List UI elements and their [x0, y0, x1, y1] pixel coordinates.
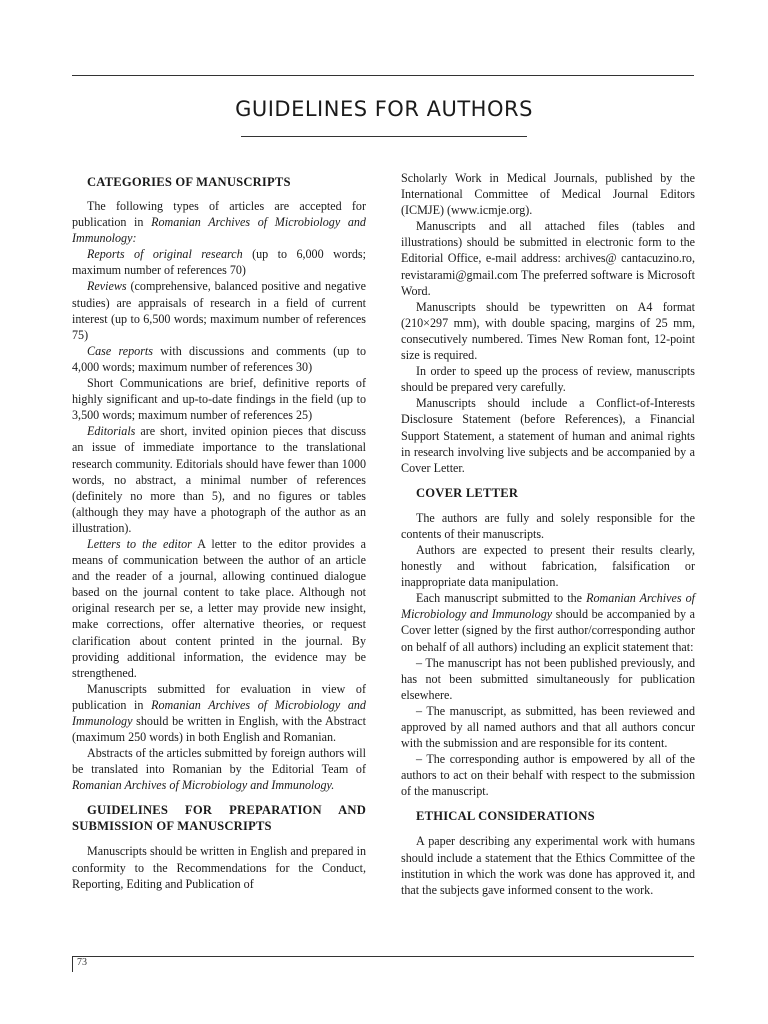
text: should be accompanied by a Cover letter (signed by the first author/corresponding author on behalf of all authors) including an explicit statement that:: [401, 607, 695, 654]
term: Reports of original research: [87, 247, 243, 262]
heading-cover-letter: COVER LETTER: [416, 485, 519, 500]
paragraph-preparation: Manuscripts should be written in English and prepared in conformity to the Recommendations for the Conduct, Reporting, Editing and Publication of: [72, 844, 366, 891]
paragraph-intro: [72, 198, 366, 246]
bottom-rule: [72, 956, 694, 957]
paragraph-icmje: Scholarly Work in Medical Journals, published by the International Committee of Medical Journal Editors (ICMJE) (www.icmje.org).: [401, 171, 695, 218]
heading-guidelines-preparation: GUIDELINES FOR PREPARATION AND SUBMISSION OF MANUSCRIPTS: [72, 803, 366, 834]
paragraph-manuscripts-submitted: [72, 681, 366, 745]
paragraph-honesty: Authors are expected to present their results clearly, honestly and without fabrication, falsification or inappropriate data manipulation.: [401, 542, 695, 590]
term: Reviews: [87, 279, 127, 294]
statement-not-published: – The manuscript has not been published previously, and has not been submitted simultaneously for publication elsewhere.: [401, 655, 695, 702]
term: Editorials: [87, 424, 136, 439]
statement-approved: – The manuscript, as submitted, has been reviewed and approved by all named authors and that all authors concur with the submission and are responsible for its content.: [401, 703, 695, 751]
paragraph-reviews: [72, 278, 366, 342]
paragraph-electronic-submission: Manuscripts and all attached files (tables and illustrations) should be submitted in electronic form to the Editorial Office, e-mail address: archives@ cantacuzino.ro, revistarami@gmail.com The preferred software is Microsoft Word.: [401, 219, 695, 298]
text: with discussions and comments (up to 4,000 words; maximum number of references 30): [72, 343, 366, 374]
left-column: [72, 172, 366, 892]
term: Letters to the editor: [87, 536, 192, 551]
text: (up to 6,000 words; maximum number of references 70): [72, 247, 366, 278]
journal-name: Romanian Archives of Microbiology and Immunology.: [72, 778, 335, 793]
text: should be written in English, with the Abstract (maximum 250 words) in both English and Romanian.: [72, 714, 366, 745]
heading-ethical: ETHICAL CONSIDERATIONS: [416, 809, 595, 824]
paragraph-case-reports: [72, 343, 366, 375]
text: Each manuscript submitted to the: [416, 591, 587, 606]
paragraph-original-research: [72, 246, 366, 278]
right-column: [401, 170, 695, 898]
statement-corresponding-author: – The corresponding author is empowered by all of the authors to act on their behalf with respect to the submission of the manuscript.: [401, 752, 695, 799]
journal-name: Romanian Archives of Microbiology and Immunology: [72, 697, 366, 728]
paragraph-abstracts: [72, 745, 366, 793]
text: A letter to the editor provides a means of communication between the author of an article and the reader of a journal, allowing continued dialogue based on the journal content to take place. Although not original research per se, a letter may provide new insight, make corrections, offer alternative theories, or request clarification about content printed in the journal. By providing additional information, the evidence may be strengthened.: [72, 536, 366, 680]
paragraph-review-speed: In order to speed up the process of review, manuscripts should be prepared very carefully.: [401, 364, 695, 395]
paragraph-cover-letter: [401, 590, 695, 654]
text: are short, invited opinion pieces that discuss an issue of immediate importance to the translational research community. Editorials should have fewer than 1000 words, no abstract, a minimal number of references (definitely no more than 5), and no figures or tables (although they may have a photograph of the author as an illustration).: [72, 424, 366, 535]
top-rule: [72, 75, 694, 76]
paragraph-format: Manuscripts should be typewritten on A4 format (210×297 mm), with double spacing, margins of 25 mm, consecutively numbered. Times New Roman font, 12-point size is required.: [401, 299, 695, 363]
paragraph-editorials: [72, 423, 366, 536]
term: Case reports: [87, 343, 153, 358]
text: (comprehensive, balanced positive and negative studies) are appraisals of research in a field of current interest (up to 6,500 words; maximum number of references 75): [72, 279, 366, 342]
text: The following types of articles are accepted for publication in: [72, 199, 366, 230]
paragraph-responsibility: The authors are fully and solely responsible for the contents of their manuscripts.: [401, 510, 695, 541]
text: Manuscripts submitted for evaluation in view of publication in: [72, 681, 366, 712]
page-number: 73: [72, 956, 87, 972]
title-underline: [241, 136, 527, 137]
paragraph-ethics: A paper describing any experimental work with humans should include a statement that the Ethics Committee of the institution in which the work was done has approved it, and that the subjects gave informed consent to the work.: [401, 834, 695, 897]
page-title: GUIDELINES FOR AUTHORS: [235, 97, 533, 121]
paragraph-short-communications: Short Communications are brief, definitive reports of highly significant and up-to-date findings in the field (up to 3,500 words; maximum number of references 25): [72, 376, 366, 423]
journal-name: Romanian Archives of Microbiology and Immunology: [401, 591, 695, 622]
journal-name: Romanian Archives of Microbiology and Immunology:: [72, 215, 366, 246]
paragraph-letters: [72, 536, 366, 681]
text: Abstracts of the articles submitted by foreign authors will be translated into Romanian by the Editorial Team of: [72, 746, 366, 777]
heading-categories: CATEGORIES OF MANUSCRIPTS: [87, 175, 291, 189]
paragraph-disclosures: Manuscripts should include a Conflict-of-Interests Disclosure Statement (before References), a Financial Support Statement, a statement of human and animal rights in research involving live subjects and be accompanied by a Cover Letter.: [401, 396, 695, 475]
